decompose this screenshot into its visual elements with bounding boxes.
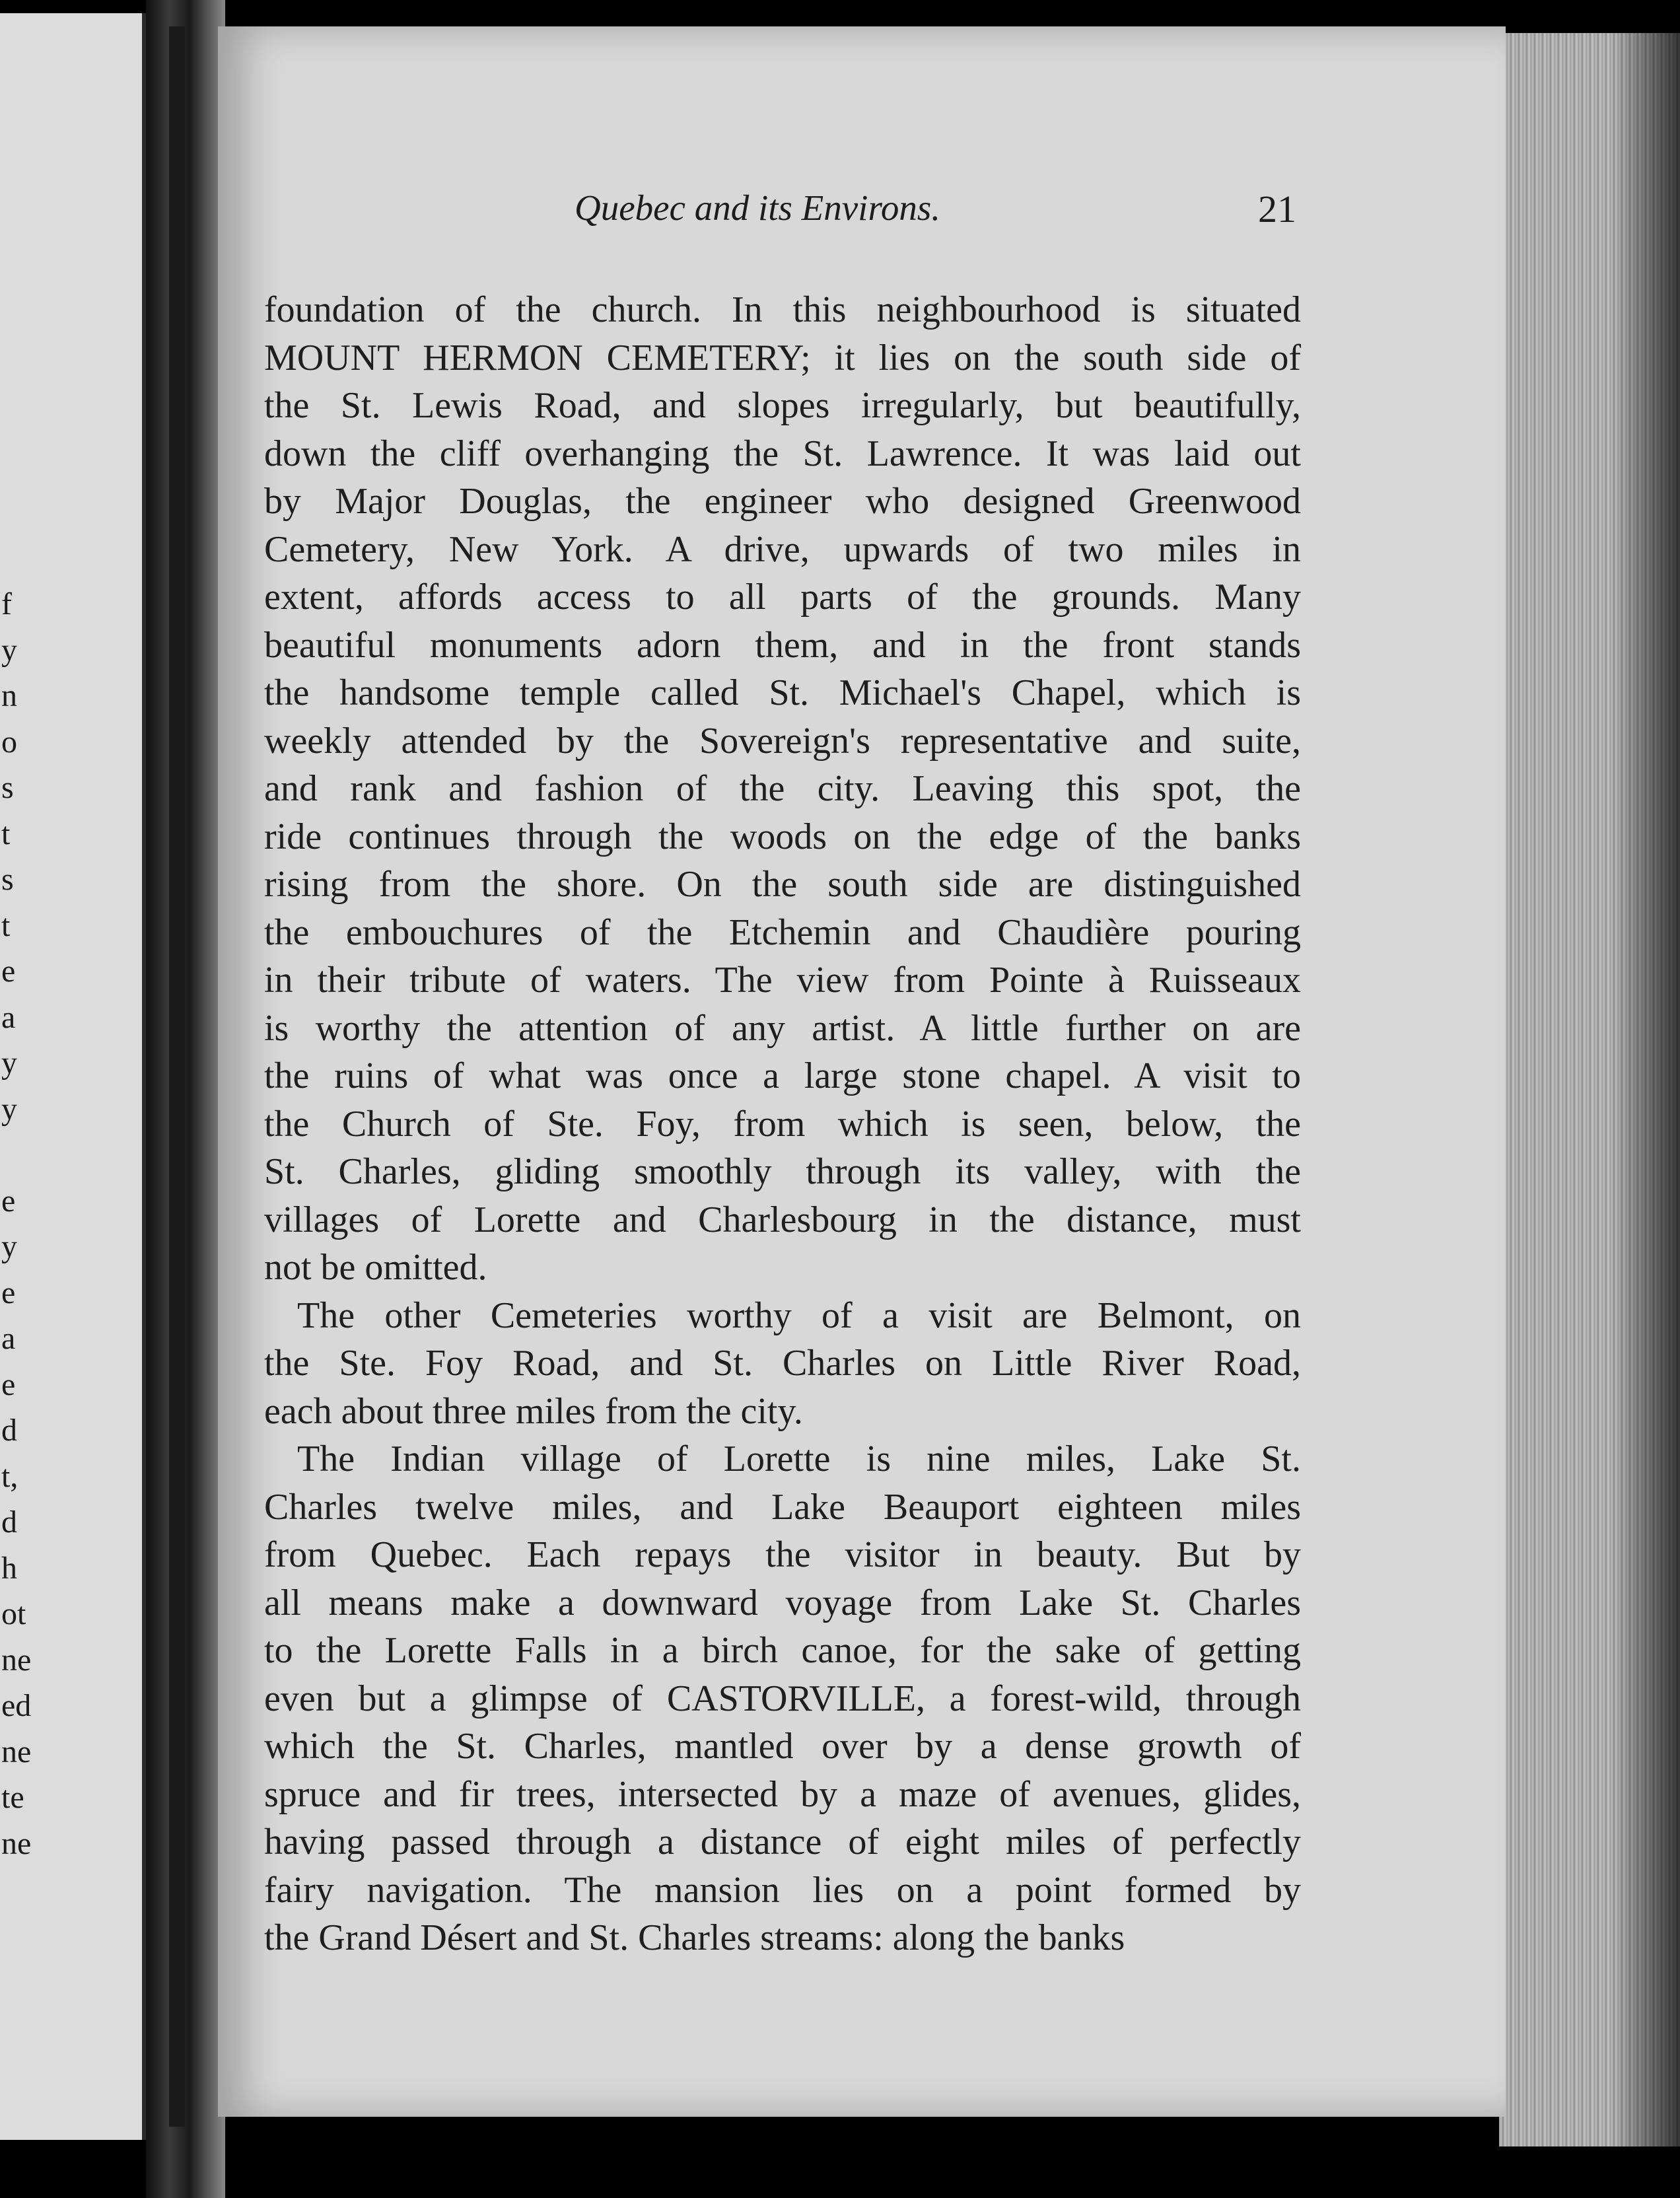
text-line: St. Charles, gliding smoothly through its valley, with the: [264, 1151, 1301, 1192]
text-line: ride continues through the woods on the edge of the banks: [264, 816, 1301, 857]
text-line: the Church of Ste. Foy, from which is seen, below, the: [264, 1103, 1301, 1145]
text-line: not be omitted.: [264, 1247, 487, 1288]
facing-page-fragment: [0, 1132, 40, 1178]
facing-page-fragment: e: [1, 1183, 16, 1219]
text-line: spruce and fir trees, intersected by a maze of avenues, glides,: [264, 1773, 1301, 1815]
text-line: The other Cemeteries worthy of a visit are Belmont, on: [297, 1294, 1301, 1336]
book-gutter: [146, 0, 225, 2198]
facing-page-fragment: y: [1, 1046, 17, 1081]
text-line: weekly attended by the Sovereign's representative and suite,: [264, 720, 1301, 762]
facing-page-fragment: t,: [1, 1458, 18, 1494]
facing-page-fragment: s: [1, 862, 14, 897]
facing-page-fragment: ne: [1, 1642, 32, 1678]
text-line: Cemetery, New York. A drive, upwards of two miles in: [264, 528, 1301, 570]
text-line: Charles twelve miles, and Lake Beauport eighteen miles: [264, 1486, 1301, 1528]
facing-page-text-fragments: [0, 581, 40, 1866]
text-line: all means make a downward voyage from Lake St. Charles: [264, 1582, 1301, 1623]
facing-page-fragment: ne: [1, 1826, 32, 1861]
facing-page-fragment: h: [1, 1550, 17, 1586]
text-line: foundation of the church. In this neighbourhood is situated: [264, 289, 1301, 330]
text-line: the Ste. Foy Road, and St. Charles on Little River Road,: [264, 1343, 1301, 1384]
facing-page-edge: [0, 13, 146, 2140]
facing-page-fragment: ot: [1, 1596, 26, 1631]
text-line: extent, affords access to all parts of the grounds. Many: [264, 577, 1301, 618]
running-title: Quebec and its Environs.: [575, 188, 940, 228]
facing-page-fragment: y: [1, 1091, 17, 1127]
facing-page-fragment: f: [1, 586, 12, 621]
paragraph: [264, 1292, 1301, 1436]
text-line: from Quebec. Each repays the visitor in beauty. But by: [264, 1534, 1301, 1575]
text-line: and rank and fashion of the city. Leaving this spot, the: [264, 768, 1301, 809]
facing-page-fragment: e: [1, 1275, 16, 1310]
text-line: MOUNT HERMON CEMETERY; it lies on the south side of: [264, 337, 1301, 378]
facing-page-fragment: o: [1, 724, 17, 760]
text-line: to the Lorette Falls in a birch canoe, for the sake of getting: [264, 1630, 1301, 1671]
text-line: The Indian village of Lorette is nine miles, Lake St.: [297, 1438, 1301, 1479]
page-edges-shadow: [1611, 26, 1680, 2153]
text-line: the Grand Désert and St. Charles streams: along the banks: [264, 1917, 1125, 1958]
text-line: villages of Lorette and Charlesbourg in the distance, must: [264, 1199, 1301, 1240]
facing-page-fragment: d: [1, 1413, 17, 1448]
facing-page-fragment: te: [1, 1780, 24, 1815]
text-line: in their tribute of waters. The view from Pointe à Ruisseaux: [264, 960, 1301, 1001]
facing-page-fragment: e: [1, 1366, 16, 1402]
text-line: the embouchures of the Etchemin and Chaudière pouring: [264, 911, 1301, 953]
facing-page-fragment: a: [1, 1321, 16, 1356]
body-text: [264, 286, 1301, 1962]
text-line: beautiful monuments adorn them, and in the front stands: [264, 624, 1301, 666]
text-line: down the cliff overhanging the St. Lawrence. It was laid out: [264, 433, 1301, 474]
facing-page-fragment: s: [1, 770, 14, 805]
text-line: the ruins of what was once a large stone chapel. A visit to: [264, 1055, 1301, 1096]
facing-page-fragment: e: [1, 954, 16, 989]
facing-page-fragment: t: [1, 816, 11, 851]
text-line: each about three miles from the city.: [264, 1390, 803, 1432]
facing-page-fragment: y: [1, 1229, 17, 1264]
text-line: is worthy the attention of any artist. A little further on are: [264, 1007, 1301, 1049]
facing-page-fragment: d: [1, 1505, 17, 1540]
paragraph: [264, 286, 1301, 1292]
page-number: 21: [1258, 188, 1296, 230]
facing-page-fragment: y: [1, 632, 17, 668]
paragraph: [264, 1435, 1301, 1962]
facing-page-fragment: n: [1, 678, 17, 713]
facing-page-fragment: t: [1, 907, 11, 943]
facing-page-fragment: a: [1, 999, 16, 1035]
binding-shadow: [169, 26, 185, 2127]
text-line: having passed through a distance of eight miles of perfectly: [264, 1822, 1301, 1862]
facing-page-fragment: ed: [1, 1688, 32, 1723]
text-line: the handsome temple called St. Michael's Chapel, which is: [264, 672, 1301, 713]
text-line: rising from the shore. On the south side are distinguished: [264, 864, 1301, 905]
facing-page-fragment: ne: [1, 1734, 32, 1769]
text-line: fairy navigation. The mansion lies on a point formed by: [264, 1869, 1301, 1911]
text-line: by Major Douglas, the engineer who designed Greenwood: [264, 481, 1301, 522]
text-line: the St. Lewis Road, and slopes irregularly, but beautifully,: [264, 385, 1301, 426]
text-line: even but a glimpse of CASTORVILLE, a forest-wild, through: [264, 1678, 1301, 1719]
text-line: which the St. Charles, mantled over by a dense growth of: [264, 1726, 1301, 1767]
